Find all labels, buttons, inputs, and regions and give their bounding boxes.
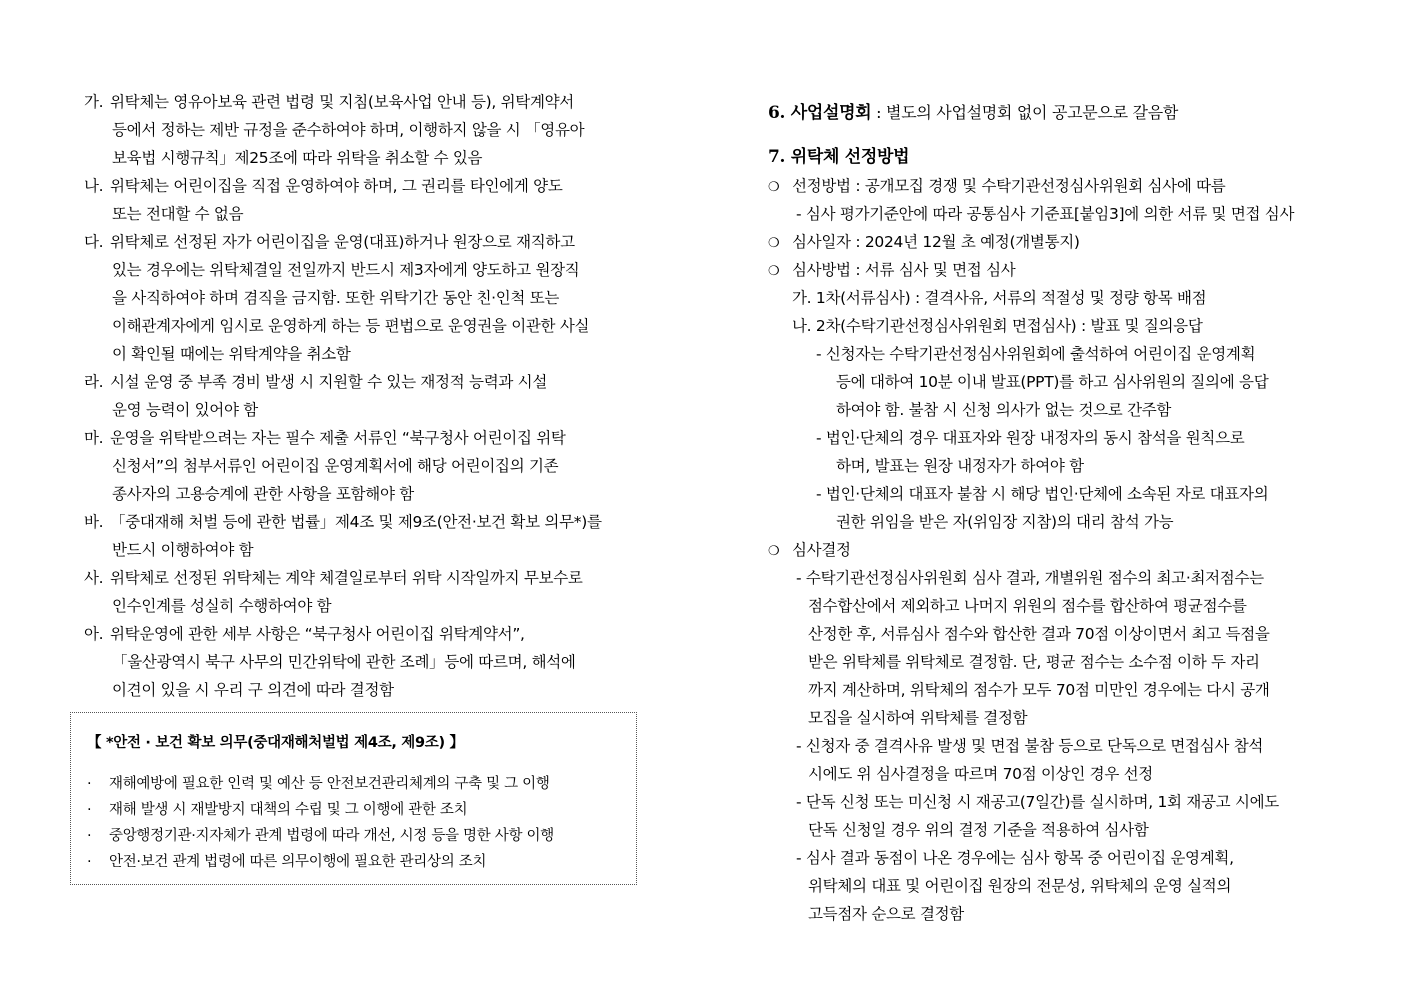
round-2: 나. 2차(수탁기관선정심사위원회 면접심사) : 발표 및 질의응답 (792, 317, 1203, 335)
round2-detail-line: 권한 위임을 받은 자(위임장 지참)의 대리 참석 가능 (836, 513, 1174, 531)
round2-detail-line: - 신청자는 수탁기관선정심사위원회에 출석하여 어린이집 운영계획 (816, 345, 1256, 363)
item-ga (84, 88, 640, 172)
item-label: 다. (84, 233, 104, 251)
decision-line: 단독 신청일 경우 위의 결정 기준을 적용하여 심사함 (808, 821, 1149, 839)
left-column (84, 88, 640, 704)
item-line: 이해관계자에게 임시로 운영하게 하는 등 편법으로 운영권을 이관한 사실 (112, 317, 590, 335)
decision-line: 까지 계산하며, 위탁체의 점수가 모두 70점 미만인 경우에는 다시 공개 (808, 681, 1270, 699)
circle-bullet-icon: ❍ (768, 544, 780, 559)
decision-line: 산정한 후, 서류심사 점수와 합산한 결과 70점 이상이면서 최고 득점을 (808, 625, 1270, 643)
item-line: 위탁운영에 관한 세부 사항은 “북구청사 어린이집 위탁계약서”, (110, 625, 525, 643)
item-line: 반드시 이행하여야 함 (112, 541, 254, 559)
review-method: ❍ 심사방법 : 서류 심사 및 면접 심사 (768, 256, 1338, 284)
decision-line: 점수합산에서 제외하고 나머지 위원의 점수를 합산하여 평균점수를 (808, 597, 1247, 615)
decision-line: 위탁체의 대표 및 어린이집 원장의 전문성, 위탁체의 운영 실적의 (808, 877, 1232, 895)
list-item: · 안전·보건 관계 법령에 따른 의무이행에 필요한 관리상의 조치 (87, 849, 554, 875)
item-line: 보육법 시행규칙」제25조에 따라 위탁을 취소할 수 있음 (112, 149, 483, 167)
bullet-dot-icon: · (87, 854, 92, 870)
round2-detail-line: - 법인·단체의 경우 대표자와 원장 내정자의 동시 참석을 원칙으로 (816, 429, 1245, 447)
list-item: · 중앙행정기관·지자체가 관계 법령에 따라 개선, 시정 등을 명한 사항 이행 (87, 823, 554, 849)
round2-detail-line: 등에 대하여 10분 이내 발표(PPT)를 하고 심사위원의 질의에 응답 (836, 373, 1269, 391)
item-na (84, 172, 640, 228)
item-label: 라. (84, 373, 104, 391)
item-line: 위탁체는 영유아보육 관련 법령 및 지침(보육사업 안내 등), 위탁계약서 (110, 93, 574, 111)
item-label: 바. (84, 513, 104, 531)
selection-method-sub: - 심사 평가기준안에 따라 공통심사 기준표[붙임3]에 의한 서류 및 면접 심사 (796, 205, 1295, 223)
round2-detail-line: 하여야 함. 불참 시 신청 의사가 없는 것으로 간주함 (836, 401, 1172, 419)
safety-obligation-box (70, 712, 637, 885)
decision-line: 모집을 실시하여 위탁체를 결정함 (808, 709, 1028, 727)
circle-bullet-icon: ❍ (768, 264, 780, 279)
list-item: · 재해 발생 시 재발방지 대책의 수립 및 그 이행에 관한 조치 (87, 797, 554, 823)
circle-bullet-icon: ❍ (768, 180, 780, 195)
item-label: 마. (84, 429, 104, 447)
bullet-dot-icon: · (87, 828, 92, 844)
list-item: · 재해예방에 필요한 인력 및 예산 등 안전보건관리체계의 구축 및 그 이행 (87, 771, 554, 797)
section-6-heading (768, 98, 1338, 128)
bullet-dot-icon: · (87, 802, 92, 818)
bullet-dot-icon: · (87, 776, 92, 792)
item-line: 또는 전대할 수 없음 (112, 205, 244, 223)
item-line: 운영을 위탁받으려는 자는 필수 제출 서류인 “북구청사 어린이집 위탁 (110, 429, 566, 447)
item-line: 을 사직하여야 하며 겸직을 금지함. 또한 위탁기간 동안 친·인척 또는 (112, 289, 560, 307)
selection-method: ❍ 선정방법 : 공개모집 경쟁 및 수탁기관선정심사위원회 심사에 따름 (768, 172, 1338, 200)
item-da (84, 228, 640, 368)
item-line: 「중대재해 처벌 등에 관한 법률」제4조 및 제9조(안전·보건 확보 의무*)를 (110, 513, 602, 531)
safety-box-title: 【 *안전 · 보건 확보 의무(중대재해처벌법 제4조, 제9조) 】 (87, 735, 464, 751)
item-line: 이견이 있을 시 우리 구 의견에 따라 결정함 (112, 681, 394, 699)
decision-line: - 신청자 중 결격사유 발생 및 면접 불참 등으로 단독으로 면접심사 참석 (796, 737, 1264, 755)
section-6-desc: : 별도의 사업설명회 없이 공고문으로 갈음함 (871, 103, 1179, 122)
decision-title: ❍ 심사결정 (768, 536, 1338, 564)
item-line: 신청서”의 첨부서류인 어린이집 운영계획서에 해당 어린이집의 기존 (112, 457, 559, 475)
round-1: 가. 1차(서류심사) : 결격사유, 서류의 적절성 및 정량 항목 배점 (792, 289, 1207, 307)
item-label: 사. (84, 569, 104, 587)
item-line: 인수인계를 성실히 수행하여야 함 (112, 597, 332, 615)
item-line: 위탁체는 어린이집을 직접 운영하여야 하며, 그 권리를 타인에게 양도 (110, 177, 563, 195)
item-label: 나. (84, 177, 104, 195)
item-ma (84, 424, 640, 508)
item-line: 시설 운영 중 부족 경비 발생 시 지원할 수 있는 재정적 능력과 시설 (110, 373, 548, 391)
item-line: 이 확인될 때에는 위탁계약을 취소함 (112, 345, 351, 363)
round2-detail-line: 하며, 발표는 원장 내정자가 하여야 함 (836, 457, 1084, 475)
safety-box-list (87, 771, 554, 875)
item-line: 위탁체로 선정된 위탁체는 계약 체결일로부터 위탁 시작일까지 무보수로 (110, 569, 583, 587)
item-a (84, 620, 640, 704)
decision-line: - 수탁기관선정심사위원회 심사 결과, 개별위원 점수의 최고·최저점수는 (796, 569, 1264, 587)
item-line: 있는 경우에는 위탁체결일 전일까지 반드시 제3자에게 양도하고 원장직 (112, 261, 580, 279)
decision-line: - 단독 신청 또는 미신청 시 재공고(7일간)를 실시하며, 1회 재공고 시에도 (796, 793, 1279, 811)
section-6-title: 6. 사업설명회 (768, 103, 872, 123)
review-date: ❍ 심사일자 : 2024년 12월 초 예정(개별통지) (768, 228, 1338, 256)
right-column (768, 98, 1338, 928)
item-label: 아. (84, 625, 104, 643)
item-ra (84, 368, 640, 424)
circle-bullet-icon: ❍ (768, 236, 780, 251)
decision-line: - 심사 결과 동점이 나온 경우에는 심사 항목 중 어린이집 운영계획, (796, 849, 1234, 867)
decision-line: 고득점자 순으로 결정함 (808, 905, 964, 923)
item-line: 운영 능력이 있어야 함 (112, 401, 258, 419)
round2-detail-line: - 법인·단체의 대표자 불참 시 해당 법인·단체에 소속된 자로 대표자의 (816, 485, 1269, 503)
item-label: 가. (84, 93, 104, 111)
item-ba (84, 508, 640, 564)
item-line: 종사자의 고용승계에 관한 사항을 포함해야 함 (112, 485, 414, 503)
item-line: 위탁체로 선정된 자가 어린이집을 운영(대표)하거나 원장으로 재직하고 (110, 233, 575, 251)
section-7-title: 7. 위탁체 선정방법 (768, 147, 910, 167)
decision-line: 받은 위탁체를 위탁체로 결정함. 단, 평균 점수는 소수점 이하 두 자리 (808, 653, 1260, 671)
item-sa (84, 564, 640, 620)
item-line: 「울산광역시 북구 사무의 민간위탁에 관한 조례」등에 따르며, 해석에 (112, 653, 576, 671)
item-line: 등에서 정하는 제반 규정을 준수하여야 하며, 이행하지 않을 시 「영유아 (112, 121, 585, 139)
decision-line: 시에도 위 심사결정을 따르며 70점 이상인 경우 선정 (808, 765, 1153, 783)
